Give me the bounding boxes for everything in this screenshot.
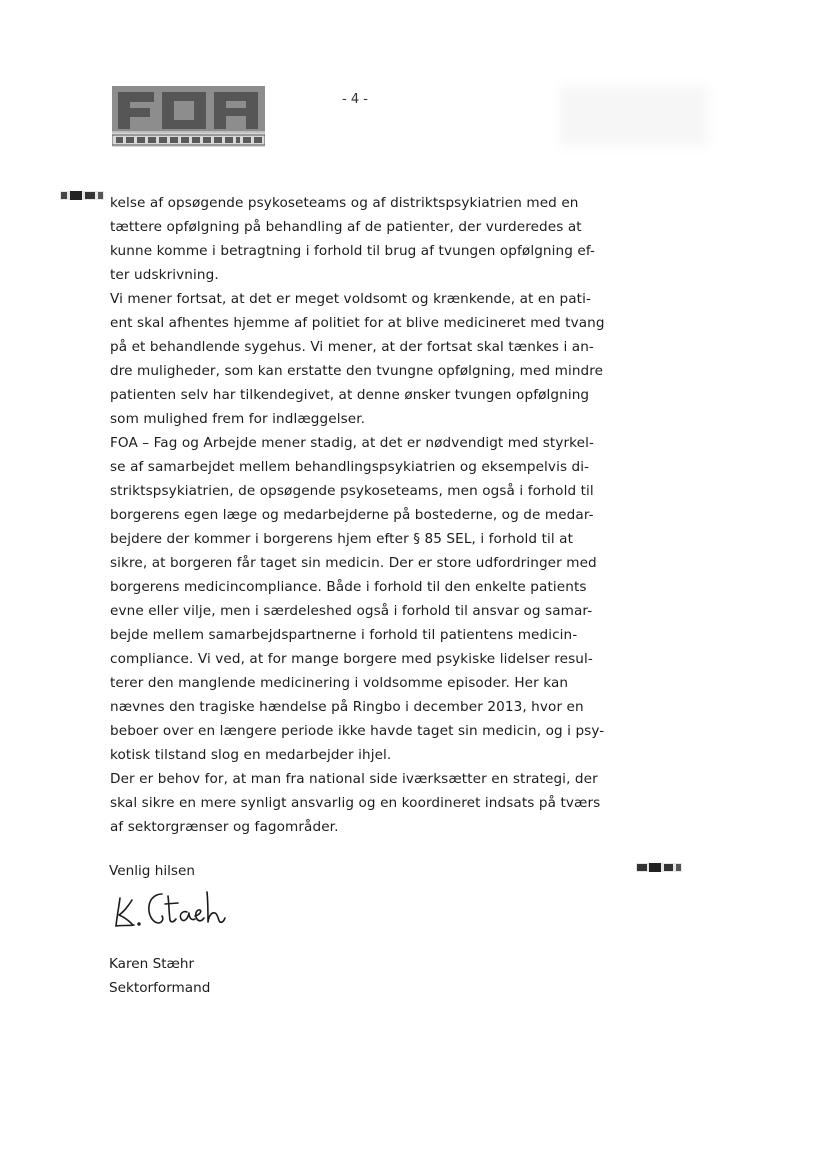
letter-body — [110, 191, 605, 839]
body-line: borgerens medicincompliance. Både i forhold til den enkelte patients — [110, 579, 587, 595]
signer-block — [109, 952, 210, 1000]
body-line: borgerens egen læge og medarbejderne på bostederne, og de medar- — [110, 507, 594, 523]
foa-logo — [112, 86, 265, 147]
body-line: kotisk tilstand slog en medarbejder ihjel. — [110, 747, 392, 763]
body-line: patienten selv har tilkendegivet, at denne ønsker tvungen opfølgning — [110, 387, 590, 403]
closing-greeting: Venlig hilsen — [109, 863, 195, 879]
scan-mark-icon — [636, 862, 682, 873]
body-line: compliance. Vi ved, at for mange borgere med psykiske lidelser resul- — [110, 651, 593, 667]
body-line: kunne komme i betragtning i forhold til brug af tvungen opfølgning ef- — [110, 243, 596, 259]
body-line: bejdere der kommer i borgerens hjem efter § 85 SEL, i forhold til at — [110, 531, 574, 547]
body-line: som mulighed frem for indlæggelser. — [110, 411, 366, 427]
body-line: beboer over en længere periode ikke havde taget sin medicin, og i psy- — [110, 723, 605, 739]
scan-shadow — [560, 86, 708, 146]
body-line: Der er behov for, at man fra national side iværksætter en strategi, der — [110, 771, 598, 787]
body-line: terer den manglende medicinering i voldsomme episoder. Her kan — [110, 675, 569, 691]
body-line: kelse af opsøgende psykoseteams og af distriktspsykiatrien med en — [110, 195, 579, 211]
body-line: på et behandlende sygehus. Vi mener, at der fortsat skal tænkes i an- — [110, 339, 594, 355]
body-line: striktspsykiatrien, de opsøgende psykoseteams, men også i forhold til — [110, 483, 594, 499]
scan-mark-icon — [60, 190, 104, 201]
body-line: tættere opfølgning på behandling af de patienter, der vurderedes at — [110, 219, 582, 235]
body-line: bejde mellem samarbejdspartnerne i forhold til patientens medicin- — [110, 627, 578, 643]
page-number: - 4 - — [342, 92, 368, 107]
body-line: ter udskrivning. — [110, 267, 219, 283]
body-line: ent skal afhentes hjemme af politiet for at blive medicineret med tvang — [110, 315, 605, 331]
signer-title: Sektorformand — [109, 980, 211, 996]
signer-name: Karen Stæhr — [109, 956, 195, 972]
body-line: FOA – Fag og Arbejde mener stadig, at det er nødvendigt med styrkel- — [110, 435, 595, 451]
body-line: evne eller vilje, men i særdeleshed også i forhold til ansvar og samar- — [110, 603, 593, 619]
body-line: skal sikre en mere synligt ansvarlig og en koordineret indsats på tværs — [110, 795, 601, 811]
body-line: Vi mener fortsat, at det er meget voldsomt og krænkende, at en pati- — [110, 291, 591, 307]
body-line: nævnes den tragiske hændelse på Ringbo i december 2013, hvor en — [110, 699, 584, 715]
body-line: sikre, at borgeren får taget sin medicin. Der er store udfordringer med — [110, 555, 597, 571]
body-line: dre muligheder, som kan erstatte den tvungne opfølgning, med mindre — [110, 363, 604, 379]
handwritten-signature — [112, 886, 230, 932]
body-line: se af samarbejdet mellem behandlingspsykiatrien og eksempelvis di- — [110, 459, 590, 475]
body-line: af sektorgrænser og fagområder. — [110, 819, 339, 835]
